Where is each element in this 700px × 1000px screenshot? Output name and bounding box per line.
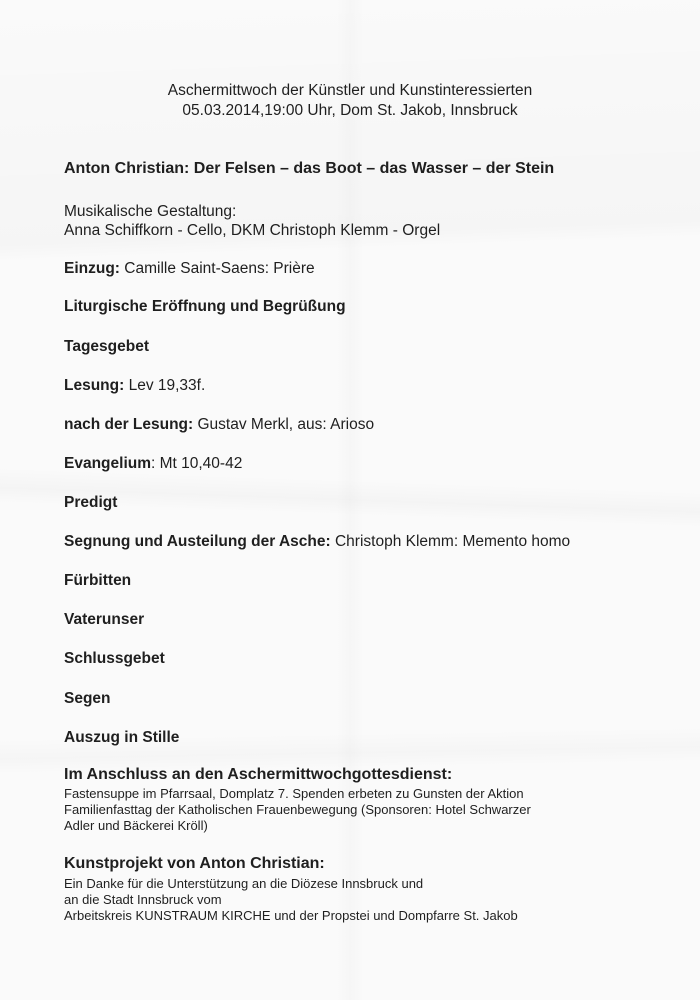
headline [64,160,554,178]
document-header [0,81,700,121]
headline-text: : Der Felsen – das Boot – das Wasser – der Stein [184,160,555,177]
program-item-eroeffnung [64,298,346,316]
program-item-evangelium [64,455,242,473]
program-item-tagesgebet [64,338,149,356]
program-item-lesung [64,377,205,395]
art-project-title: Kunstprojekt von Anton Christian: [64,855,325,872]
after-service-text [64,786,531,834]
program-label: Einzug: [64,260,120,277]
program-item-nach-lesung [64,416,374,434]
program-label: Lesung: [64,377,125,394]
program-item-segen [64,690,111,708]
music-label: Musikalische Gestaltung: [64,203,237,220]
program-label: Fürbitten [64,572,132,589]
program-text: Camille Saint-Saens: Prière [119,260,315,277]
program-text: Lev 19,33f. [124,377,206,394]
after-service-line: Fastensuppe im Pfarrsaal, Domplatz 7. Spenden erbeten zu Gunsten der Aktion [64,786,524,801]
program-label: Vaterunser [64,611,145,628]
program-item-segnung [64,533,570,551]
after-service-line: Adler und Bäckerei Kröll) [64,818,208,833]
document-subtitle: 05.03.2014,19:00 Uhr, Dom St. Jakob, Innsbruck [182,102,518,119]
art-project-line: Arbeitskreis KUNSTRAUM KIRCHE und der Propstei und Dompfarre St. Jakob [64,908,518,923]
program-item-fuerbitten [64,572,131,590]
program-item-vaterunser [64,611,144,629]
art-project-line: an die Stadt Innsbruck vom [64,892,222,907]
program-text: : Mt 10,40-42 [151,455,243,472]
program-label: Auszug in Stille [64,729,180,746]
after-service-title: Im Anschluss an den Aschermittwochgottesdienst: [64,766,453,783]
program-item-auszug [64,729,179,747]
program-item-einzug [64,260,315,278]
art-project-line: Ein Danke für die Unterstützung an die Diözese Innsbruck und [64,876,424,891]
art-project-text [64,876,518,924]
program-label: Tagesgebet [64,338,149,355]
program-label: Segnung und Austeilung der Asche: [64,533,331,550]
program-item-schlussgebet [64,650,165,668]
program-item-predigt [64,494,117,512]
program-text: Gustav Merkl, aus: Arioso [193,416,375,433]
program-label: Liturgische Eröffnung und Begrüßung [64,298,346,315]
program-label: Predigt [64,494,118,511]
headline-label: Anton Christian [64,160,184,177]
after-service-line: Familienfasttag der Katholischen Frauenbewegung (Sponsoren: Hotel Schwarzer [64,802,531,817]
music-credits [64,202,440,240]
program-label: Segen [64,690,111,707]
program-text: Christoph Klemm: Memento homo [330,533,571,550]
program-label: nach der Lesung: [64,416,194,433]
music-text: Anna Schiffkorn - Cello, DKM Christoph Klemm - Orgel [64,222,441,239]
program-label: Evangelium [64,455,151,472]
document-title: Aschermittwoch der Künstler und Kunstinteressierten [167,82,533,99]
program-label: Schlussgebet [64,650,165,667]
